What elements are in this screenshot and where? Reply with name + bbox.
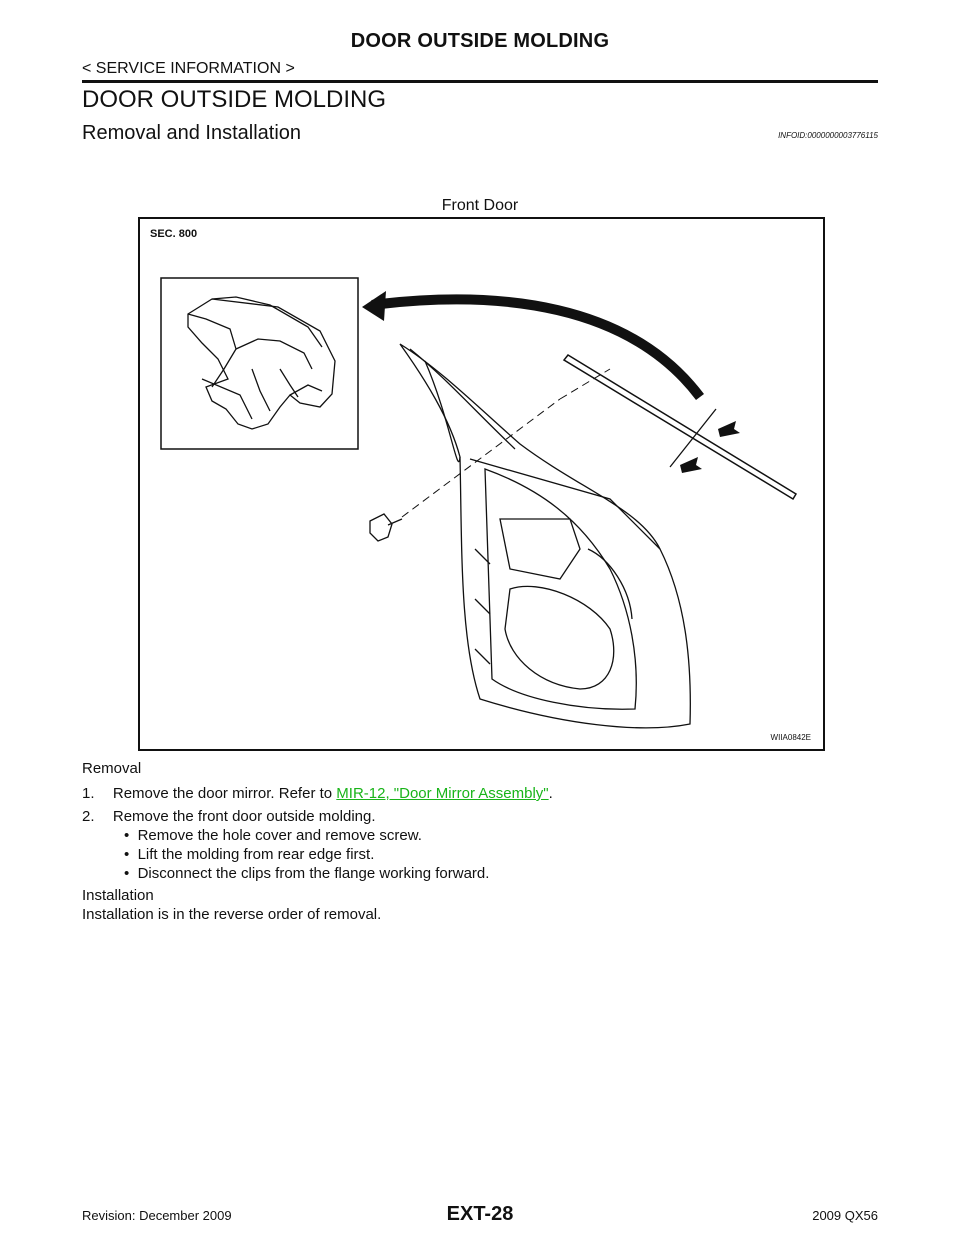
cut-line xyxy=(670,409,716,467)
section-heading: Removal and Installation xyxy=(82,122,302,144)
figure-code: WIIA0842E xyxy=(770,733,811,742)
step-text-end: . xyxy=(548,785,553,802)
section-number-label: SEC. 800 xyxy=(150,228,198,240)
header-divider xyxy=(82,80,878,83)
list-item: • Lift the molding from rear edge first. xyxy=(124,845,489,864)
step-text: Remove the front door outside molding. xyxy=(112,808,376,825)
page-number: EXT-28 xyxy=(446,1203,514,1225)
removal-direction-arrow xyxy=(362,291,700,397)
figure-caption: Front Door xyxy=(441,197,519,214)
removal-heading: Removal xyxy=(82,760,142,777)
door-molding-illustration xyxy=(138,217,825,751)
installation-text: Installation is in the reverse order of removal. xyxy=(82,906,382,923)
mir-12-reference-link[interactable]: MIR-12, "Door Mirror Assembly" xyxy=(336,785,549,802)
installation-heading: Installation xyxy=(82,887,154,904)
molding-screw xyxy=(370,514,402,541)
removal-step-2 xyxy=(82,808,376,826)
page-title: DOOR OUTSIDE MOLDING xyxy=(82,86,387,113)
clip-detail-inset xyxy=(161,278,358,449)
section-breadcrumb: < SERVICE INFORMATION > xyxy=(82,60,295,77)
info-id: INFOID:0000000003776115 xyxy=(778,131,878,140)
list-item: • Disconnect the clips from the flange working forward. xyxy=(124,864,489,883)
model-year: 2009 QX56 xyxy=(812,1208,878,1223)
step-number: 1. xyxy=(82,785,95,802)
running-header-title: DOOR OUTSIDE MOLDING xyxy=(350,30,610,52)
list-item: • Remove the hole cover and remove screw. xyxy=(124,826,489,845)
revision-date: Revision: December 2009 xyxy=(82,1208,232,1223)
door-diagram-svg xyxy=(140,219,823,749)
step-number: 2. xyxy=(82,808,95,825)
leader-lines xyxy=(402,369,610,517)
front-door-panel xyxy=(400,344,690,728)
step-text: Remove the door mirror. Refer to xyxy=(112,785,337,802)
removal-substeps xyxy=(124,826,489,883)
removal-step-1 xyxy=(82,785,553,803)
